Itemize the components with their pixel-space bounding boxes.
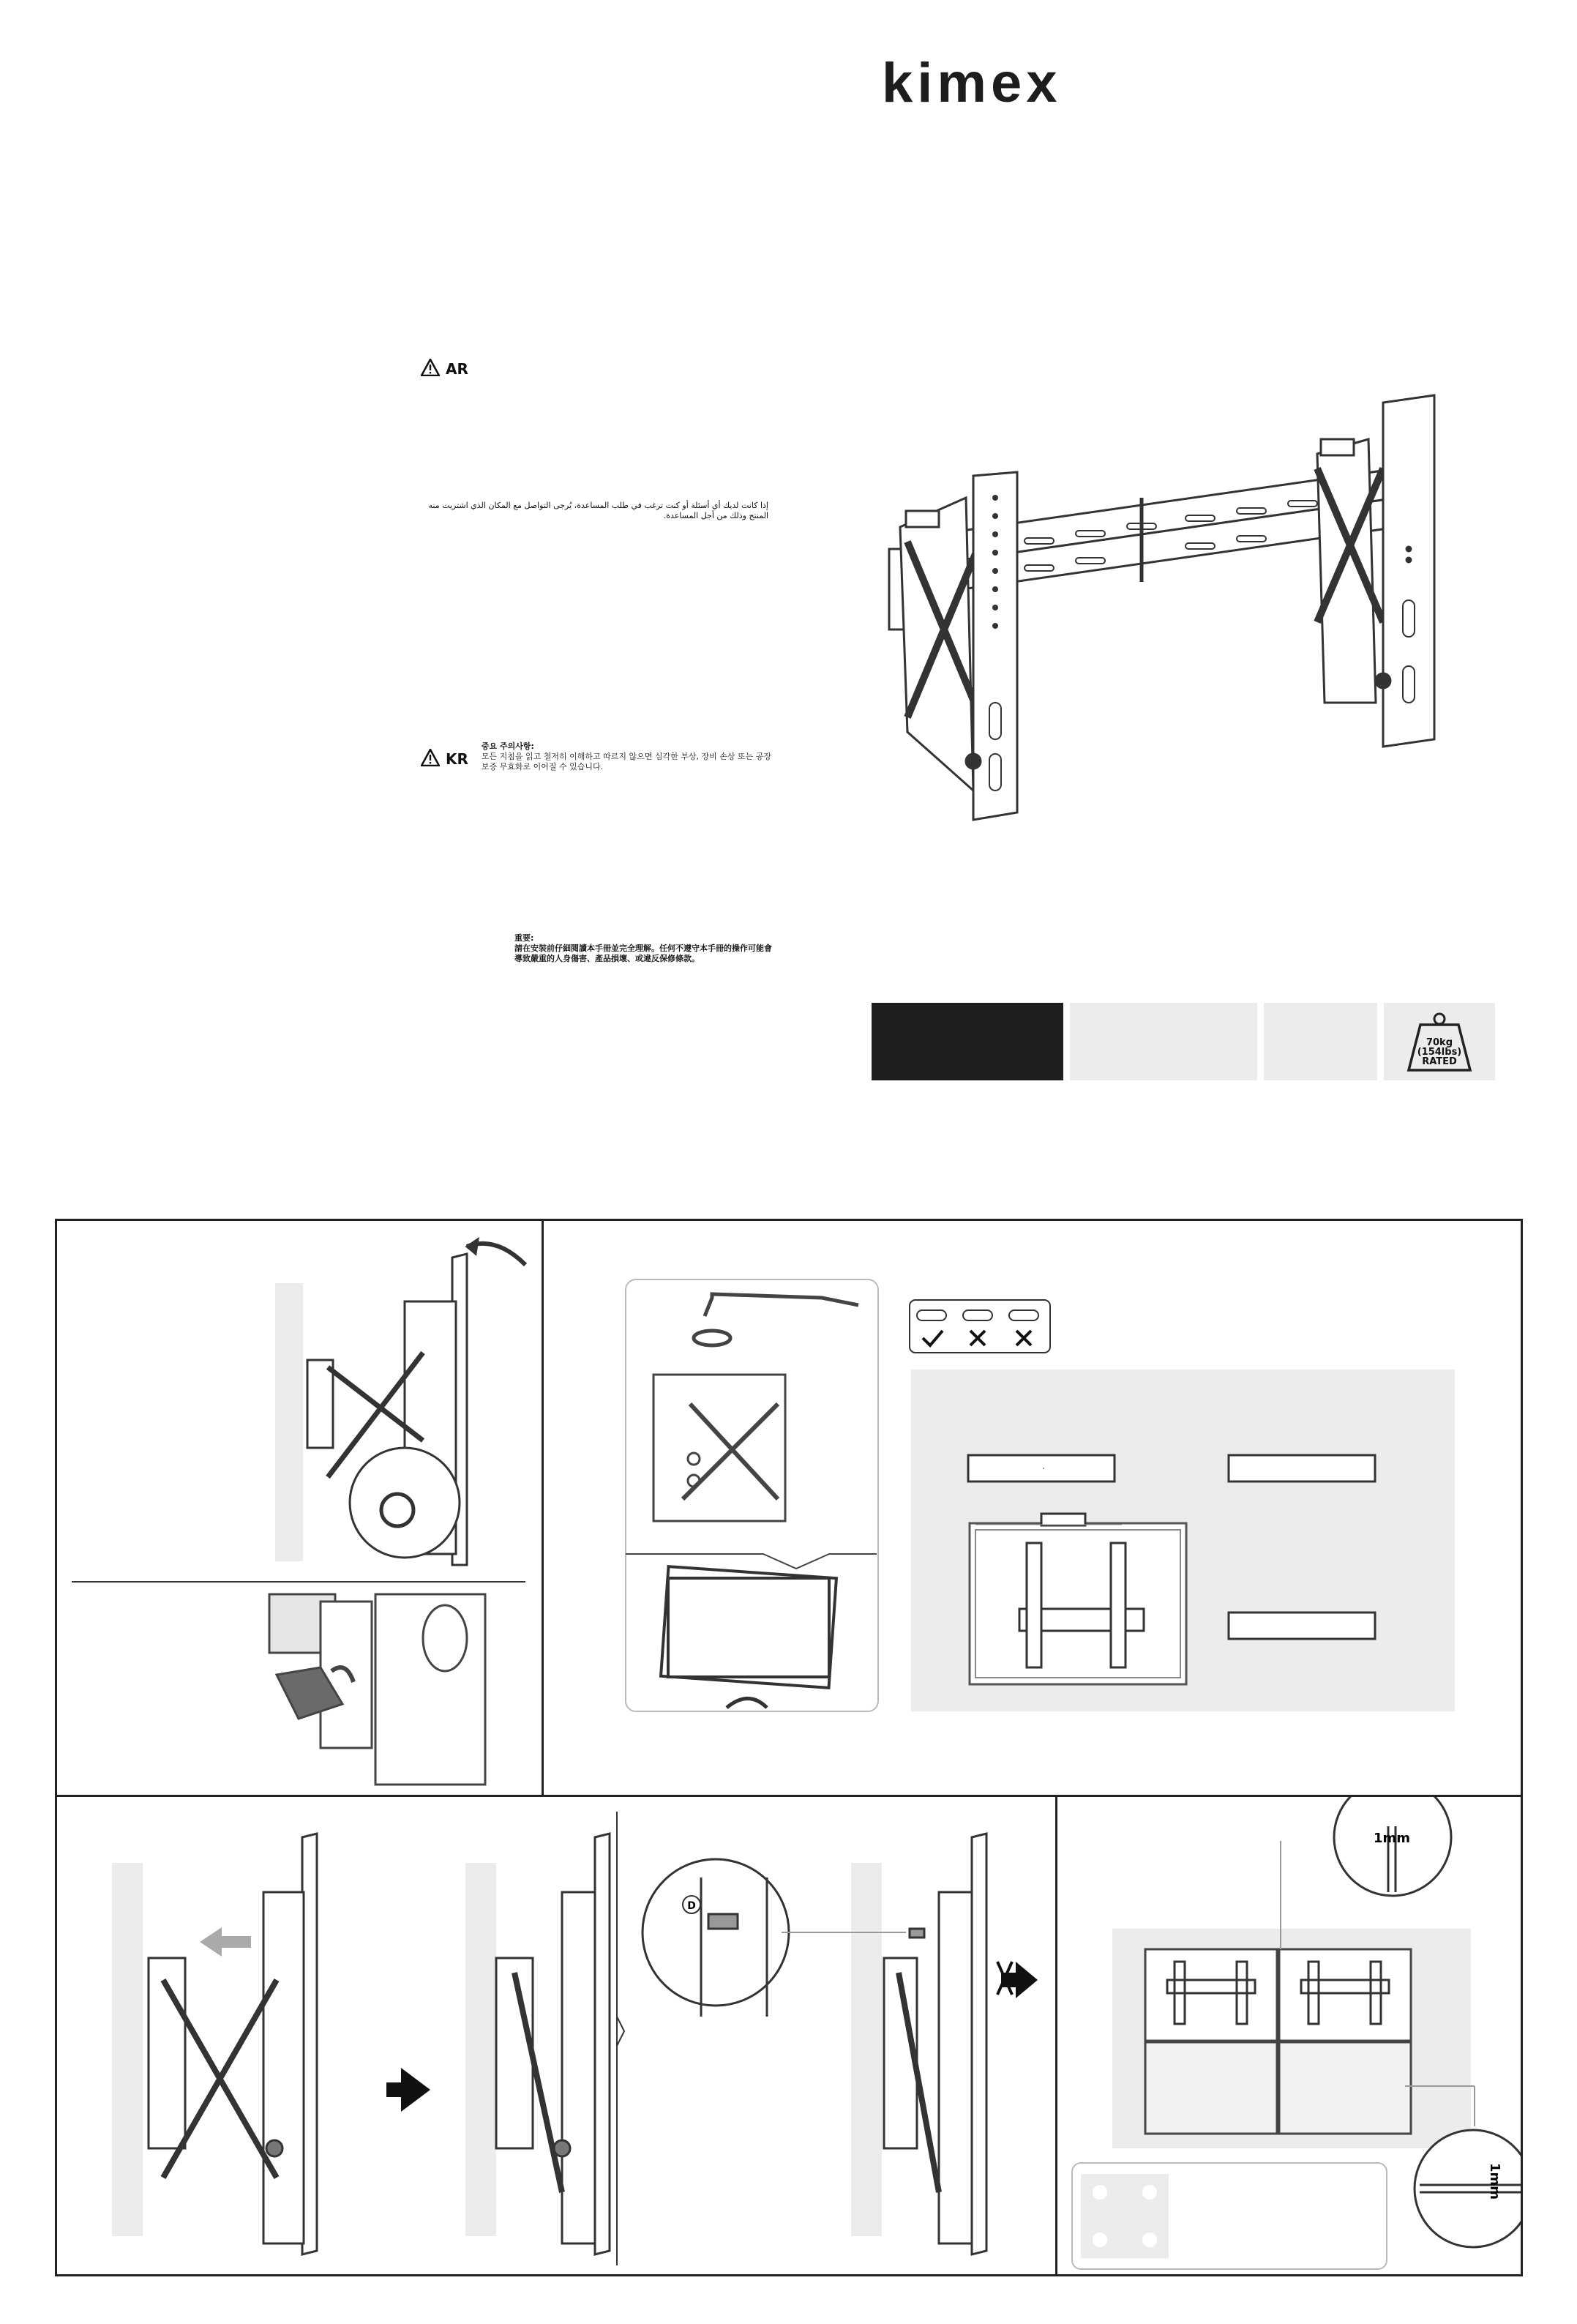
adjust-and-layout-illustration: [544, 1221, 1521, 1795]
warning-line1-zh: 請在安裝前仔細閱讀本手冊並完全理解。任何不遵守本手冊的操作可能會: [514, 944, 772, 953]
step-panel-tilt: [55, 1219, 544, 1797]
step-panel-install: [55, 1795, 1057, 2276]
warning-body-kr: [482, 741, 771, 772]
warning-triangle-icon: [421, 359, 440, 376]
weight-rating-tile: [1384, 1003, 1495, 1080]
step-panel-adjust: [542, 1219, 1523, 1797]
gap-side-label: 1mm: [1487, 2162, 1502, 2200]
rating-label: RATED: [1422, 1056, 1457, 1067]
product-mount-illustration: [878, 381, 1478, 834]
spec-tile-1: [1070, 1003, 1257, 1080]
tilt-and-lock-illustration: [57, 1221, 542, 1795]
warning-kr: [421, 741, 772, 772]
brand-logo: kimex: [882, 52, 1062, 114]
warning-text-ar: إذا كانت لديك أي أسئلة أو كنت ترغب في طلب المساعدة، يُرجى التواصل مع المكان الذي اشتريت منه المنتج وذلك من أجل المساعدة.: [428, 501, 768, 520]
warning-heading-zh: 重要:: [514, 933, 534, 943]
warning-heading-kr: 중요 주의사항:: [481, 741, 534, 751]
rating-lbs: (154lbs): [1417, 1047, 1462, 1058]
warning-line2-zh: 導致嚴重的人身傷害、產品損壞、或違反保修條款。: [514, 954, 700, 963]
step-panel-align: [1055, 1795, 1523, 2276]
d-marker-label: D: [687, 1900, 696, 1912]
spec-tile-dark: [872, 1003, 1063, 1080]
warning-code-kr: KR: [446, 750, 468, 768]
warning-triangle-icon: [421, 749, 440, 766]
gap-top-label: 1mm: [1373, 1831, 1411, 1846]
warning-zh: [514, 933, 772, 964]
warning-line1-kr: 모든 지침을 읽고 철저히 이해하고 따르지 않으면 심각한 부상, 장비 손상 또는 공장: [481, 752, 772, 761]
warning-line2-kr: 보증 무효화로 이어질 수 있습니다.: [481, 762, 604, 771]
warning-code-ar: AR: [446, 360, 468, 378]
rating-weight: 70kg: [1426, 1037, 1453, 1048]
alignment-illustration: [1057, 1797, 1521, 2274]
warning-ar: [421, 359, 468, 379]
install-illustration: [57, 1797, 1055, 2274]
spec-tile-2: [1264, 1003, 1377, 1080]
